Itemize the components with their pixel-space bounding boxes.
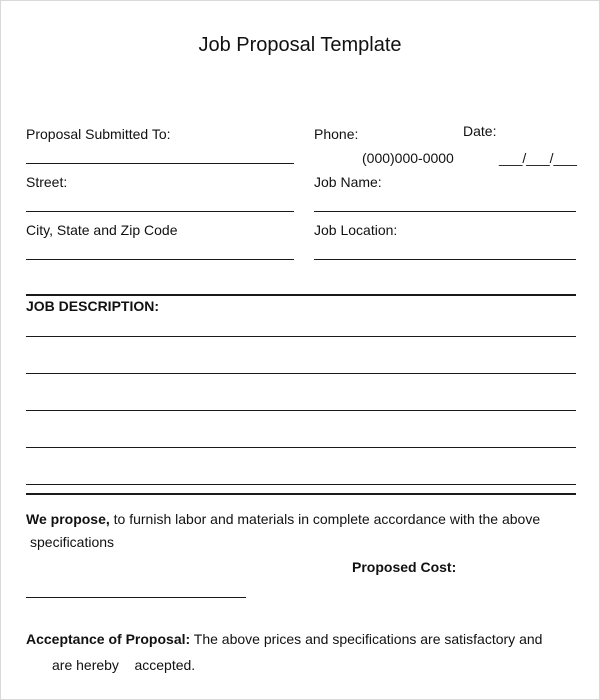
we-propose-line (26, 511, 540, 528)
submitted-to-label: Proposal Submitted To: (26, 126, 171, 142)
job-description-bottom-rule (26, 493, 576, 495)
city-state-zip-line[interactable] (26, 259, 294, 260)
job-description-top-rule (26, 294, 576, 296)
we-propose-continuation: specifications (30, 534, 115, 550)
street-label: Street: (26, 174, 68, 190)
date-value[interactable]: ___/___/___ (499, 150, 577, 166)
proposed-cost-label: Proposed Cost: (352, 559, 457, 575)
job-description-line-5[interactable] (26, 484, 576, 485)
document-title: Job Proposal Template (198, 34, 402, 56)
acceptance-text: The above prices and specifications are satisfactory and (190, 631, 543, 647)
we-propose-bold: We propose, (26, 511, 110, 527)
acceptance-continuation: are hereby accepted. (52, 657, 196, 673)
job-location-label: Job Location: (314, 222, 398, 238)
acceptance-label: Acceptance of Proposal: (26, 631, 191, 647)
we-propose-text: to furnish labor and materials in complete accordance with the above (109, 511, 541, 527)
acceptance-line (26, 631, 542, 648)
job-description-line-2[interactable] (26, 373, 576, 374)
job-description-label: JOB DESCRIPTION: (26, 298, 160, 314)
job-description-line-1[interactable] (26, 336, 576, 337)
city-state-zip-label: City, State and Zip Code (26, 222, 178, 238)
street-line[interactable] (26, 211, 294, 212)
job-location-line[interactable] (314, 259, 576, 260)
phone-label: Phone: (314, 126, 359, 142)
job-name-line[interactable] (314, 211, 576, 212)
phone-value[interactable]: (000)000-0000 (362, 150, 454, 166)
signature-line[interactable] (26, 597, 246, 598)
job-description-line-4[interactable] (26, 447, 576, 448)
job-name-label: Job Name: (314, 174, 382, 190)
submitted-to-line[interactable] (26, 163, 294, 164)
job-description-line-3[interactable] (26, 410, 576, 411)
date-label: Date: (463, 123, 497, 139)
